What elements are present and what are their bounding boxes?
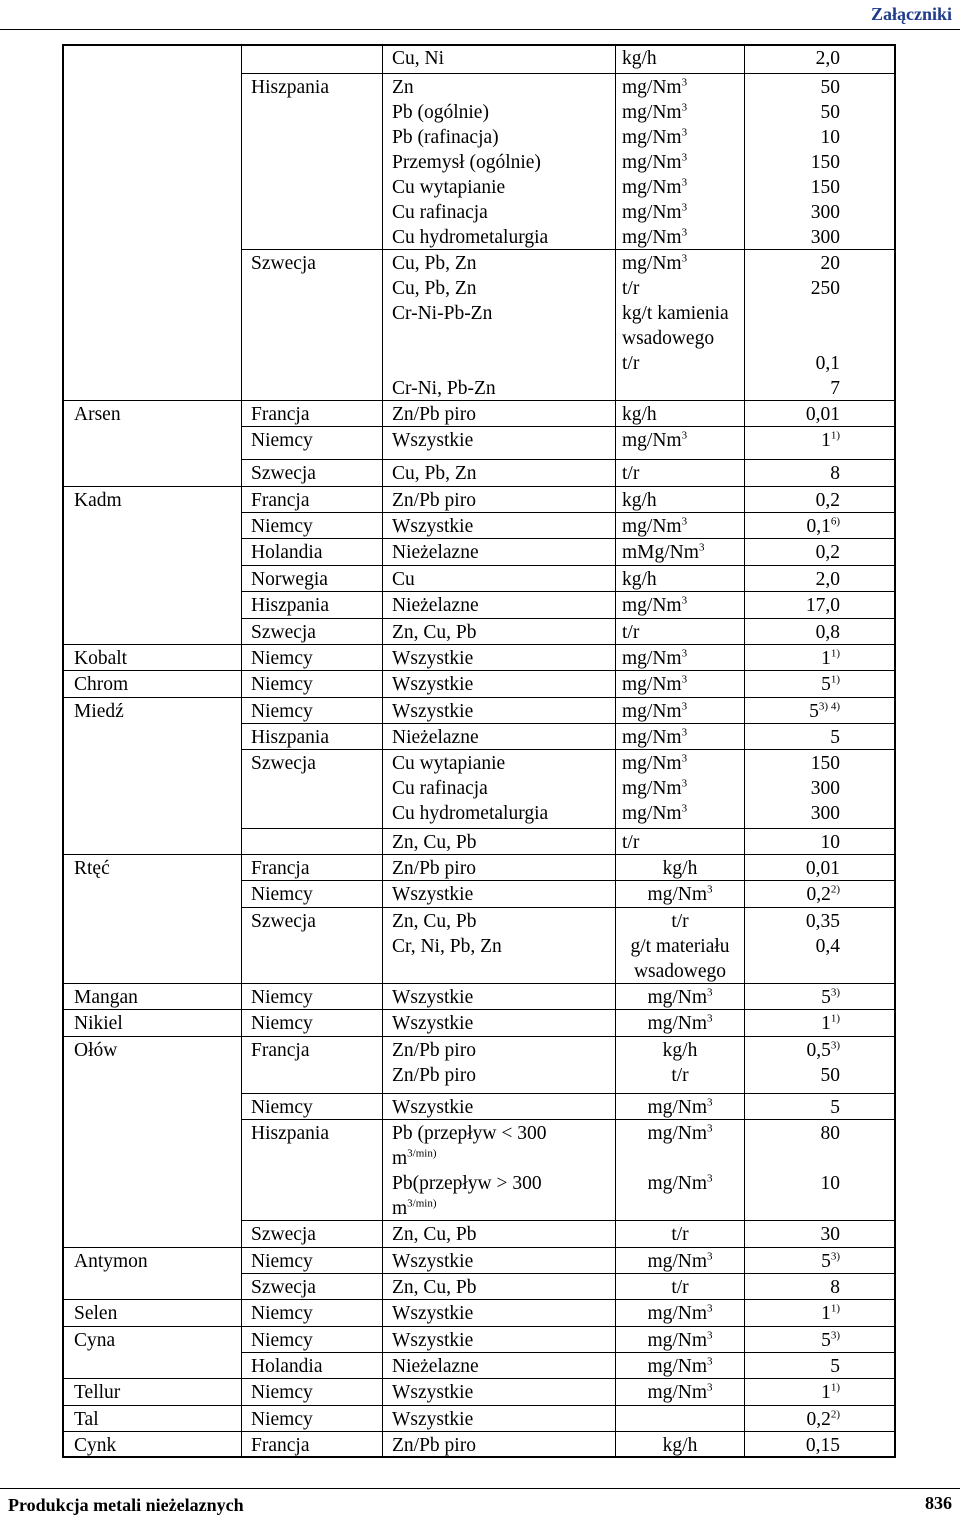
country-cell: Szwecja bbox=[251, 911, 316, 932]
value-cell: 1$^{1)}$ bbox=[821, 1381, 840, 1403]
country-cell: Niemcy bbox=[251, 516, 313, 537]
process-cell: Nieżelazne bbox=[392, 542, 479, 563]
process-cell: Pb (przepływ < 300 $m^{3/min)}$ Pb(przepływ > 300 $m^{3/min)}$ bbox=[392, 1123, 547, 1219]
row-divider bbox=[62, 400, 896, 401]
row-divider bbox=[62, 1247, 896, 1248]
country-cell: Niemcy bbox=[251, 648, 313, 669]
value-cell: 5 bbox=[830, 1097, 840, 1118]
country-cell: Niemcy bbox=[251, 674, 313, 695]
column-divider bbox=[615, 46, 616, 1456]
unit-cell: mg/Nm$^3$ bbox=[622, 673, 688, 695]
metal-cell: Miedź bbox=[74, 701, 124, 722]
process-cell: Wszystkie bbox=[392, 1382, 474, 1403]
metal-cell: Selen bbox=[74, 1303, 118, 1324]
row-divider bbox=[62, 854, 896, 855]
value-cell: 50 50 10 150 150 300 300 bbox=[810, 77, 840, 248]
value-cell: 0,2$^{2)}$ bbox=[806, 1408, 840, 1430]
country-cell: Hiszpania bbox=[251, 595, 329, 616]
value-cell: 0,15 bbox=[805, 1435, 840, 1456]
row-divider bbox=[62, 1326, 896, 1327]
row-divider bbox=[62, 1405, 896, 1406]
value-cell: 150 300 300 bbox=[810, 753, 840, 824]
page-number: 836 bbox=[925, 1493, 952, 1513]
unit-cell: mg/Nm$^3$ bbox=[647, 1329, 713, 1351]
country-cell: Francja bbox=[251, 490, 310, 511]
value-cell: 0,2$^{2)}$ bbox=[806, 883, 840, 905]
row-divider bbox=[241, 1220, 896, 1221]
value-cell: 0,35 0,4 bbox=[805, 911, 840, 957]
country-cell: Niemcy bbox=[251, 987, 313, 1008]
country-cell: Szwecja bbox=[251, 622, 316, 643]
unit-cell: kg/h bbox=[622, 569, 657, 590]
value-cell: 80 10 bbox=[820, 1123, 840, 1194]
process-cell: Wszystkie bbox=[392, 516, 474, 537]
header-divider bbox=[0, 29, 960, 30]
process-cell: Zn, Cu, Pb bbox=[392, 622, 477, 643]
value-cell: 1$^{1)}$ bbox=[821, 647, 840, 669]
unit-cell: mg/Nm$^3$ mg/Nm$^3$ mg/Nm$^3$ mg/Nm$^3$ mg/Nm$^3$ mg/Nm$^3$ mg/Nm$^3$ bbox=[622, 76, 688, 248]
row-divider bbox=[62, 644, 896, 645]
country-cell: Niemcy bbox=[251, 1382, 313, 1403]
unit-cell: mg/Nm$^3$ mg/Nm$^3$ mg/Nm$^3$ bbox=[622, 752, 688, 824]
process-cell: Zn/Pb piro bbox=[392, 490, 476, 511]
value-cell: 30 bbox=[820, 1224, 840, 1245]
process-cell: Cu wytapianie Cu rafinacja Cu hydrometalurgia bbox=[392, 753, 549, 824]
appendix-header: Załączniki bbox=[870, 4, 952, 24]
column-divider bbox=[241, 46, 242, 1456]
country-cell: Holandia bbox=[251, 1356, 323, 1377]
value-cell: 0,01 bbox=[805, 858, 840, 879]
process-cell: Zn Pb (ogólnie) Pb (rafinacja) Przemysł (ogólnie) Cu wytapianie Cu rafinacja Cu hydrometalurgia bbox=[392, 77, 549, 248]
country-cell: Francja bbox=[251, 1040, 310, 1061]
value-cell: 1$^{1)}$ bbox=[821, 1012, 840, 1034]
value-cell: 17,0 bbox=[805, 595, 840, 616]
process-cell: Nieżelazne bbox=[392, 1356, 479, 1377]
unit-cell: mg/Nm$^3$ bbox=[647, 1012, 713, 1034]
unit-cell: t/r bbox=[622, 463, 640, 484]
unit-cell: mg/Nm$^3$ t/r kg/t kamienia wsadowego t/r bbox=[622, 252, 729, 374]
unit-cell: mg/Nm$^3$ bbox=[622, 515, 688, 537]
country-cell: Francja bbox=[251, 1435, 310, 1456]
column-divider bbox=[744, 46, 745, 1456]
unit-cell: mg/Nm$^3$ bbox=[647, 1302, 713, 1324]
metal-cell: Chrom bbox=[74, 674, 129, 695]
value-cell: $5^{3) 4)}$ bbox=[809, 700, 840, 722]
row-divider bbox=[241, 1273, 896, 1274]
process-cell: Nieżelazne bbox=[392, 727, 479, 748]
value-cell: 5 bbox=[830, 1356, 840, 1377]
country-cell: Niemcy bbox=[251, 430, 313, 451]
row-divider bbox=[241, 512, 896, 513]
process-cell: Wszystkie bbox=[392, 430, 474, 451]
footer-divider bbox=[0, 1488, 960, 1489]
unit-cell: kg/h bbox=[622, 48, 657, 69]
row-divider bbox=[241, 538, 896, 539]
process-cell: Cu, Pb, Zn Cu, Pb, Zn Cr-Ni-Pb-Zn Cr-Ni, Pb-Zn bbox=[392, 253, 496, 399]
country-cell: Hiszpania bbox=[251, 1123, 329, 1144]
value-cell: 0,5$^{3)}$ 50 bbox=[806, 1039, 840, 1086]
metal-cell: Cyna bbox=[74, 1330, 116, 1351]
unit-cell: mg/Nm$^3$ bbox=[647, 1355, 713, 1377]
row-divider bbox=[62, 670, 896, 671]
unit-cell: mg/Nm$^3$ bbox=[647, 1381, 713, 1403]
process-cell: Wszystkie bbox=[392, 1097, 474, 1118]
value-cell: 1$^{1)}$ bbox=[821, 1302, 840, 1324]
metal-cell: Tal bbox=[74, 1409, 99, 1430]
process-cell: Zn/Pb piro bbox=[392, 404, 476, 425]
unit-cell: mg/Nm$^3$ bbox=[622, 647, 688, 669]
country-cell: Niemcy bbox=[251, 1013, 313, 1034]
value-cell: 2,0 bbox=[815, 48, 840, 69]
metal-cell: Kobalt bbox=[74, 648, 128, 669]
country-cell: Niemcy bbox=[251, 1251, 313, 1272]
row-divider bbox=[241, 1119, 896, 1120]
metal-cell: Ołów bbox=[74, 1040, 118, 1061]
country-cell: Francja bbox=[251, 858, 310, 879]
unit-cell: t/r bbox=[671, 1277, 689, 1298]
unit-cell: t/r g/t materiału wsadowego bbox=[630, 911, 730, 982]
unit-cell: kg/h t/r bbox=[662, 1040, 698, 1086]
row-divider bbox=[241, 1093, 896, 1094]
metal-cell: Cynk bbox=[74, 1435, 117, 1456]
row-divider bbox=[62, 1009, 896, 1010]
unit-cell: kg/h bbox=[622, 404, 657, 425]
value-cell: 5$^{3)}$ bbox=[821, 986, 840, 1008]
country-cell: Niemcy bbox=[251, 701, 313, 722]
country-cell: Szwecja bbox=[251, 463, 316, 484]
value-cell: 8 bbox=[830, 1277, 840, 1298]
unit-cell: mg/Nm$^3$ mg/Nm$^3$ bbox=[647, 1122, 713, 1194]
process-cell: Zn/Pb piro Zn/Pb piro bbox=[392, 1040, 476, 1086]
value-cell: 5 bbox=[830, 727, 840, 748]
value-cell: 1$^{1)}$ bbox=[821, 429, 840, 451]
country-cell: Szwecja bbox=[251, 753, 316, 774]
process-cell: Wszystkie bbox=[392, 701, 474, 722]
unit-cell: mg/Nm$^3$ bbox=[647, 1096, 713, 1118]
row-divider bbox=[62, 1036, 896, 1037]
value-cell: 0,2 bbox=[815, 542, 840, 563]
metal-cell: Kadm bbox=[74, 490, 122, 511]
country-cell: Niemcy bbox=[251, 1330, 313, 1351]
value-cell: 0,01 bbox=[805, 404, 840, 425]
process-cell: Wszystkie bbox=[392, 987, 474, 1008]
value-cell: 0,1$^{6)}$ bbox=[806, 515, 840, 537]
row-divider bbox=[62, 983, 896, 984]
country-cell: Niemcy bbox=[251, 1409, 313, 1430]
process-cell: Wszystkie bbox=[392, 1303, 474, 1324]
row-divider bbox=[241, 459, 896, 460]
row-divider bbox=[241, 591, 896, 592]
value-cell: 8 bbox=[830, 463, 840, 484]
process-cell: Zn, Cu, Pb Cr, Ni, Pb, Zn bbox=[392, 911, 502, 957]
value-cell: 5$^{3)}$ bbox=[821, 1250, 840, 1272]
unit-cell: mMg/Nm$^3$ bbox=[622, 541, 705, 563]
row-divider bbox=[241, 73, 896, 74]
process-cell: Wszystkie bbox=[392, 674, 474, 695]
value-cell: 0,2 bbox=[815, 490, 840, 511]
row-divider bbox=[241, 880, 896, 881]
process-cell: Zn/Pb piro bbox=[392, 858, 476, 879]
country-cell: Hiszpania bbox=[251, 77, 329, 98]
unit-cell: mg/Nm$^3$ bbox=[647, 986, 713, 1008]
value-cell: 2,0 bbox=[815, 569, 840, 590]
footer-title: Produkcja metali nieżelaznych bbox=[8, 1495, 244, 1515]
row-divider bbox=[62, 1378, 896, 1379]
row-divider bbox=[62, 1299, 896, 1300]
row-divider bbox=[241, 249, 896, 250]
process-cell: Wszystkie bbox=[392, 1251, 474, 1272]
unit-cell: mg/Nm$^3$ bbox=[647, 883, 713, 905]
metal-cell: Tellur bbox=[74, 1382, 121, 1403]
unit-cell: mg/Nm$^3$ bbox=[622, 429, 688, 451]
process-cell: Wszystkie bbox=[392, 884, 474, 905]
value-cell: 5$^{1)}$ bbox=[821, 673, 840, 695]
row-divider bbox=[241, 426, 896, 427]
row-divider bbox=[241, 1352, 896, 1353]
country-cell: Hiszpania bbox=[251, 727, 329, 748]
metal-cell: Rtęć bbox=[74, 858, 110, 879]
country-cell: Francja bbox=[251, 404, 310, 425]
value-cell: 5$^{3)}$ bbox=[821, 1329, 840, 1351]
country-cell: Szwecja bbox=[251, 1224, 316, 1245]
country-cell: Szwecja bbox=[251, 1277, 316, 1298]
row-divider bbox=[241, 565, 896, 566]
row-divider bbox=[241, 749, 896, 750]
metal-cell: Mangan bbox=[74, 987, 138, 1008]
country-cell: Niemcy bbox=[251, 1303, 313, 1324]
process-cell: Zn/Pb piro bbox=[392, 1435, 476, 1456]
metal-cell: Arsen bbox=[74, 404, 121, 425]
country-cell: Niemcy bbox=[251, 884, 313, 905]
unit-cell: mg/Nm$^3$ bbox=[622, 700, 688, 722]
country-cell: Szwecja bbox=[251, 253, 316, 274]
column-divider bbox=[382, 46, 383, 1456]
country-cell: Norwegia bbox=[251, 569, 328, 590]
unit-cell: mg/Nm$^3$ bbox=[647, 1250, 713, 1272]
unit-cell: t/r bbox=[622, 832, 640, 853]
row-divider bbox=[241, 907, 896, 908]
metal-cell: Antymon bbox=[74, 1251, 148, 1272]
process-cell: Zn, Cu, Pb bbox=[392, 1224, 477, 1245]
unit-cell: mg/Nm$^3$ bbox=[622, 594, 688, 616]
metal-cell: Nikiel bbox=[74, 1013, 123, 1034]
process-cell: Nieżelazne bbox=[392, 595, 479, 616]
row-divider bbox=[241, 723, 896, 724]
process-cell: Zn, Cu, Pb bbox=[392, 832, 477, 853]
unit-cell: mg/Nm$^3$ bbox=[622, 726, 688, 748]
process-cell: Cu, Ni bbox=[392, 48, 445, 69]
process-cell: Wszystkie bbox=[392, 1330, 474, 1351]
process-cell: Wszystkie bbox=[392, 648, 474, 669]
value-cell: 10 bbox=[820, 832, 840, 853]
unit-cell: kg/h bbox=[662, 1435, 698, 1456]
country-cell: Niemcy bbox=[251, 1097, 313, 1118]
unit-cell: t/r bbox=[671, 1224, 689, 1245]
row-divider bbox=[62, 697, 896, 698]
row-divider bbox=[241, 618, 896, 619]
unit-cell: t/r bbox=[622, 622, 640, 643]
value-cell: 0,8 bbox=[815, 622, 840, 643]
unit-cell: kg/h bbox=[662, 858, 698, 879]
value-cell: 20 250 0,1 7 bbox=[810, 253, 840, 399]
unit-cell: kg/h bbox=[622, 490, 657, 511]
process-cell: Wszystkie bbox=[392, 1409, 474, 1430]
process-cell: Cu, Pb, Zn bbox=[392, 463, 477, 484]
row-divider bbox=[62, 1431, 896, 1432]
process-cell: Wszystkie bbox=[392, 1013, 474, 1034]
row-divider bbox=[241, 828, 896, 829]
process-cell: Zn, Cu, Pb bbox=[392, 1277, 477, 1298]
country-cell: Holandia bbox=[251, 542, 323, 563]
process-cell: Cu bbox=[392, 569, 415, 590]
row-divider bbox=[62, 486, 896, 487]
